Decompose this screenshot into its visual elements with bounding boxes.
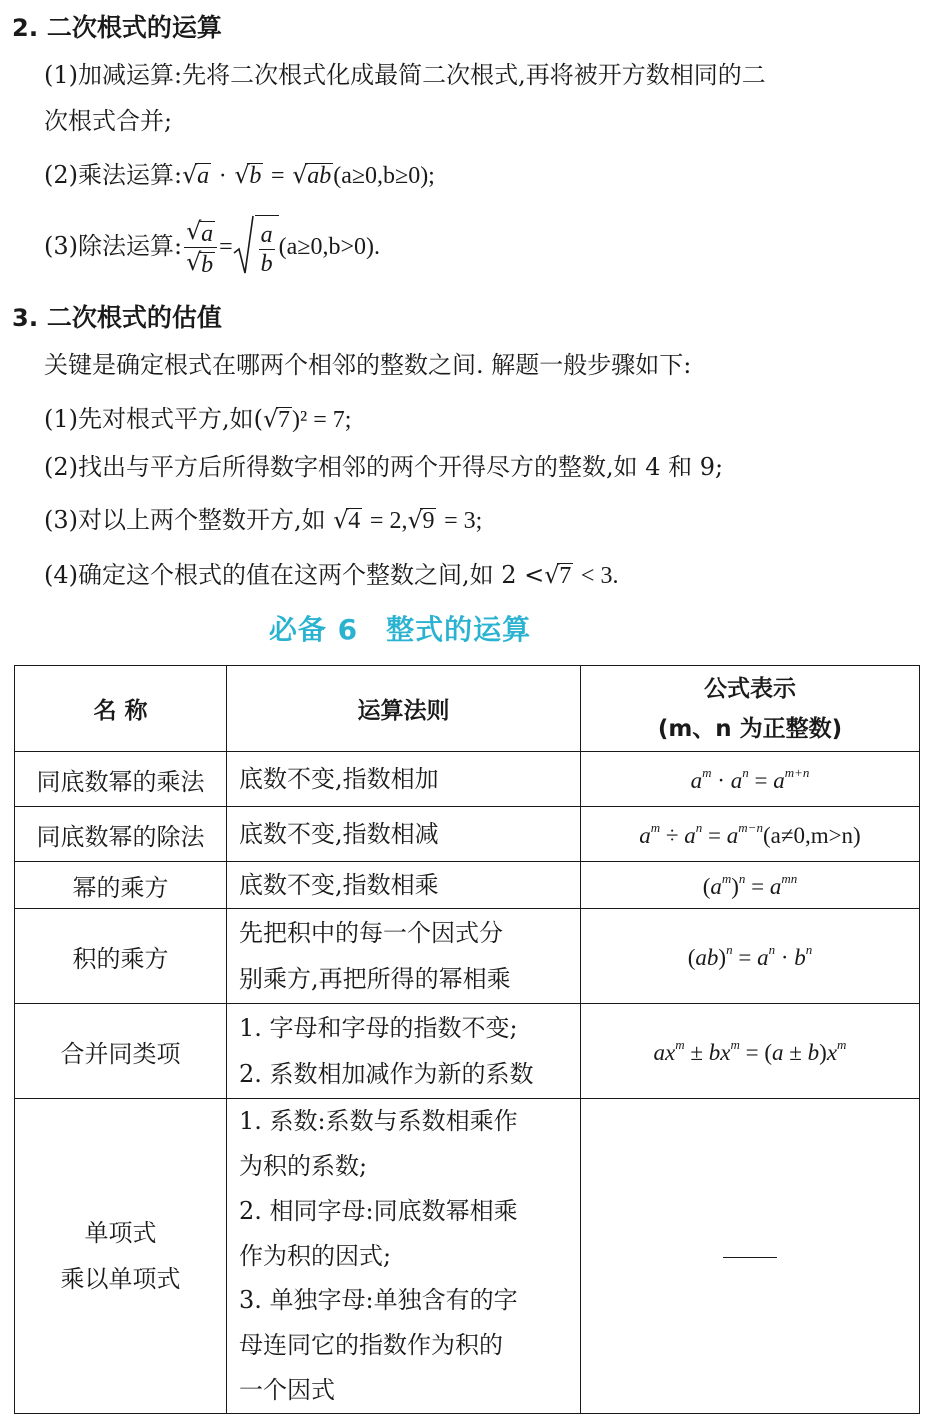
table-row (15, 1099, 920, 1414)
row-name: 合并同类项 (15, 1004, 227, 1099)
step-4 (44, 558, 618, 593)
section-number: 3 (12, 304, 29, 332)
step-3 (44, 503, 482, 538)
sqrt-4: √ 4 (333, 506, 361, 534)
row-formula: $ax^m \pm bx^m = (a \pm b)x^m$ (581, 1004, 920, 1099)
step-3-value-a: = 2, (369, 508, 408, 534)
banner-label: 必备 6 (268, 613, 359, 646)
row-rule-line: 一个因式 (239, 1375, 335, 1404)
polynomial-operations-table (14, 665, 920, 1414)
section-title: . 二次根式的运算 (28, 13, 222, 42)
row-rule-line: 1. 系数:系数与系数相乘作 (239, 1107, 518, 1136)
empty-formula-dash (723, 1257, 777, 1258)
row-rule-line: 作为积的因式; (239, 1241, 392, 1270)
item-3-condition: (a≥0,b>0). (278, 234, 380, 260)
row-name-line: 乘以单项式 (60, 1265, 181, 1293)
section-number: 2 (12, 14, 29, 42)
sqrt-9: √ 9 (407, 506, 435, 534)
row-name: 积的乘方 (15, 909, 227, 1004)
step-1-tail: )² = 7; (292, 407, 352, 433)
row-rule: 底数不变,指数相乘 (227, 862, 581, 909)
row-name (15, 1099, 227, 1414)
banner-title: 整式的运算 (386, 613, 532, 646)
step-1-label: (1)先对根式平方,如( (44, 405, 263, 433)
row-rule (227, 1099, 581, 1414)
item-2-multiplication: (2)乘法运算: √ a · √ b = √ ab(a≥0,b≥0); (44, 158, 435, 193)
table-row (15, 909, 920, 1004)
row-rule-line: 1. 字母和字母的指数不变; (239, 1014, 518, 1042)
sqrt-ab: √ ab (292, 161, 332, 189)
step-4-tail: < 3. (580, 563, 619, 589)
item-2-condition: (a≥0,b≥0); (333, 163, 435, 189)
table-row (15, 752, 920, 807)
step-2: (2)找出与平方后所得数字相邻的两个开得尽方的整数,如 4 和 9; (44, 453, 724, 481)
step-4-label: (4)确定这个根式的值在这两个整数之间,如 2 < (44, 561, 545, 589)
sqrt-of-fraction: $\frac{a}{b}$ (233, 215, 279, 280)
item-2-label: (2)乘法运算: (44, 161, 183, 189)
step-3-label: (3)对以上两个整数开方,如 (44, 506, 326, 534)
row-formula: $a^m \div a^n = a^{m-n}(a\ne 0,m>n)$ (581, 807, 920, 862)
row-formula-condition: (a≠0,m>n) (762, 822, 861, 848)
sqrt-7: √ 7 (263, 405, 290, 433)
section-3-intro: 关键是确定根式在哪两个相邻的整数之间. 解题一般步骤如下: (44, 351, 692, 379)
row-rule (227, 1004, 581, 1099)
row-rule-line: 先把积中的每一个因式分 (239, 919, 503, 947)
table-row (15, 862, 920, 909)
row-rule (227, 909, 581, 1004)
header-formula-title: 公式表示 (704, 675, 796, 702)
section-title: . 二次根式的估值 (28, 303, 222, 332)
row-name-line: 单项式 (84, 1219, 157, 1247)
row-formula (581, 1099, 920, 1414)
table-header-row (15, 666, 920, 752)
sqrt-b: √ b (234, 161, 262, 189)
section-3-heading (12, 302, 222, 334)
header-formula (581, 666, 920, 752)
sqrt-a: √ a (182, 161, 210, 189)
item-3-division: (3)除法运算: √ a √ b = $\frac{a}{b}$ (a≥0,b>0). (44, 217, 380, 278)
item-1-line-1: (1)加减运算:先将二次根式化成最简二次根式,再将被开方数相同的二 (44, 61, 766, 89)
row-name: 幂的乘方 (15, 862, 227, 909)
row-rule-line: 母连同它的指数作为积的 (239, 1331, 503, 1360)
row-name: 同底数幂的乘法 (15, 752, 227, 807)
header-formula-note: (m、n 为正整数) (657, 715, 843, 742)
row-rule-line: 2. 系数相加减作为新的系数 (239, 1060, 534, 1088)
header-name: 名 称 (15, 666, 227, 752)
item-3-label: (3)除法运算: (44, 232, 183, 260)
row-rule: 底数不变,指数相减 (227, 807, 581, 862)
row-rule: 底数不变,指数相加 (227, 752, 581, 807)
row-formula: $a^m \cdot a^n = a^{m+n}$ (581, 752, 920, 807)
step-1 (44, 402, 351, 437)
step-3-value-b: = 3; (444, 508, 483, 534)
row-rule-line: 别乘方,再把所得的幂相乘 (239, 965, 511, 993)
sqrt-fraction: √ a √ b (184, 217, 217, 278)
banner-heading (0, 608, 800, 648)
row-formula: $(a^m)^n = a^{mn}$ (581, 862, 920, 909)
sqrt-7: √ 7 (544, 561, 572, 589)
row-rule-line: 为积的系数; (239, 1152, 368, 1180)
item-1-line-2: 次根式合并; (44, 107, 173, 135)
row-rule-line: 2. 相同字母:同底数幂相乘 (239, 1196, 518, 1225)
header-rule: 运算法则 (227, 666, 581, 752)
row-name: 同底数幂的除法 (15, 807, 227, 862)
row-rule-line: 3. 单独字母:单独含有的字 (239, 1286, 518, 1315)
row-formula: $(ab)^n = a^n \cdot b^n$ (581, 909, 920, 1004)
table-row (15, 1004, 920, 1099)
table-row (15, 807, 920, 862)
section-2-heading (12, 12, 222, 44)
